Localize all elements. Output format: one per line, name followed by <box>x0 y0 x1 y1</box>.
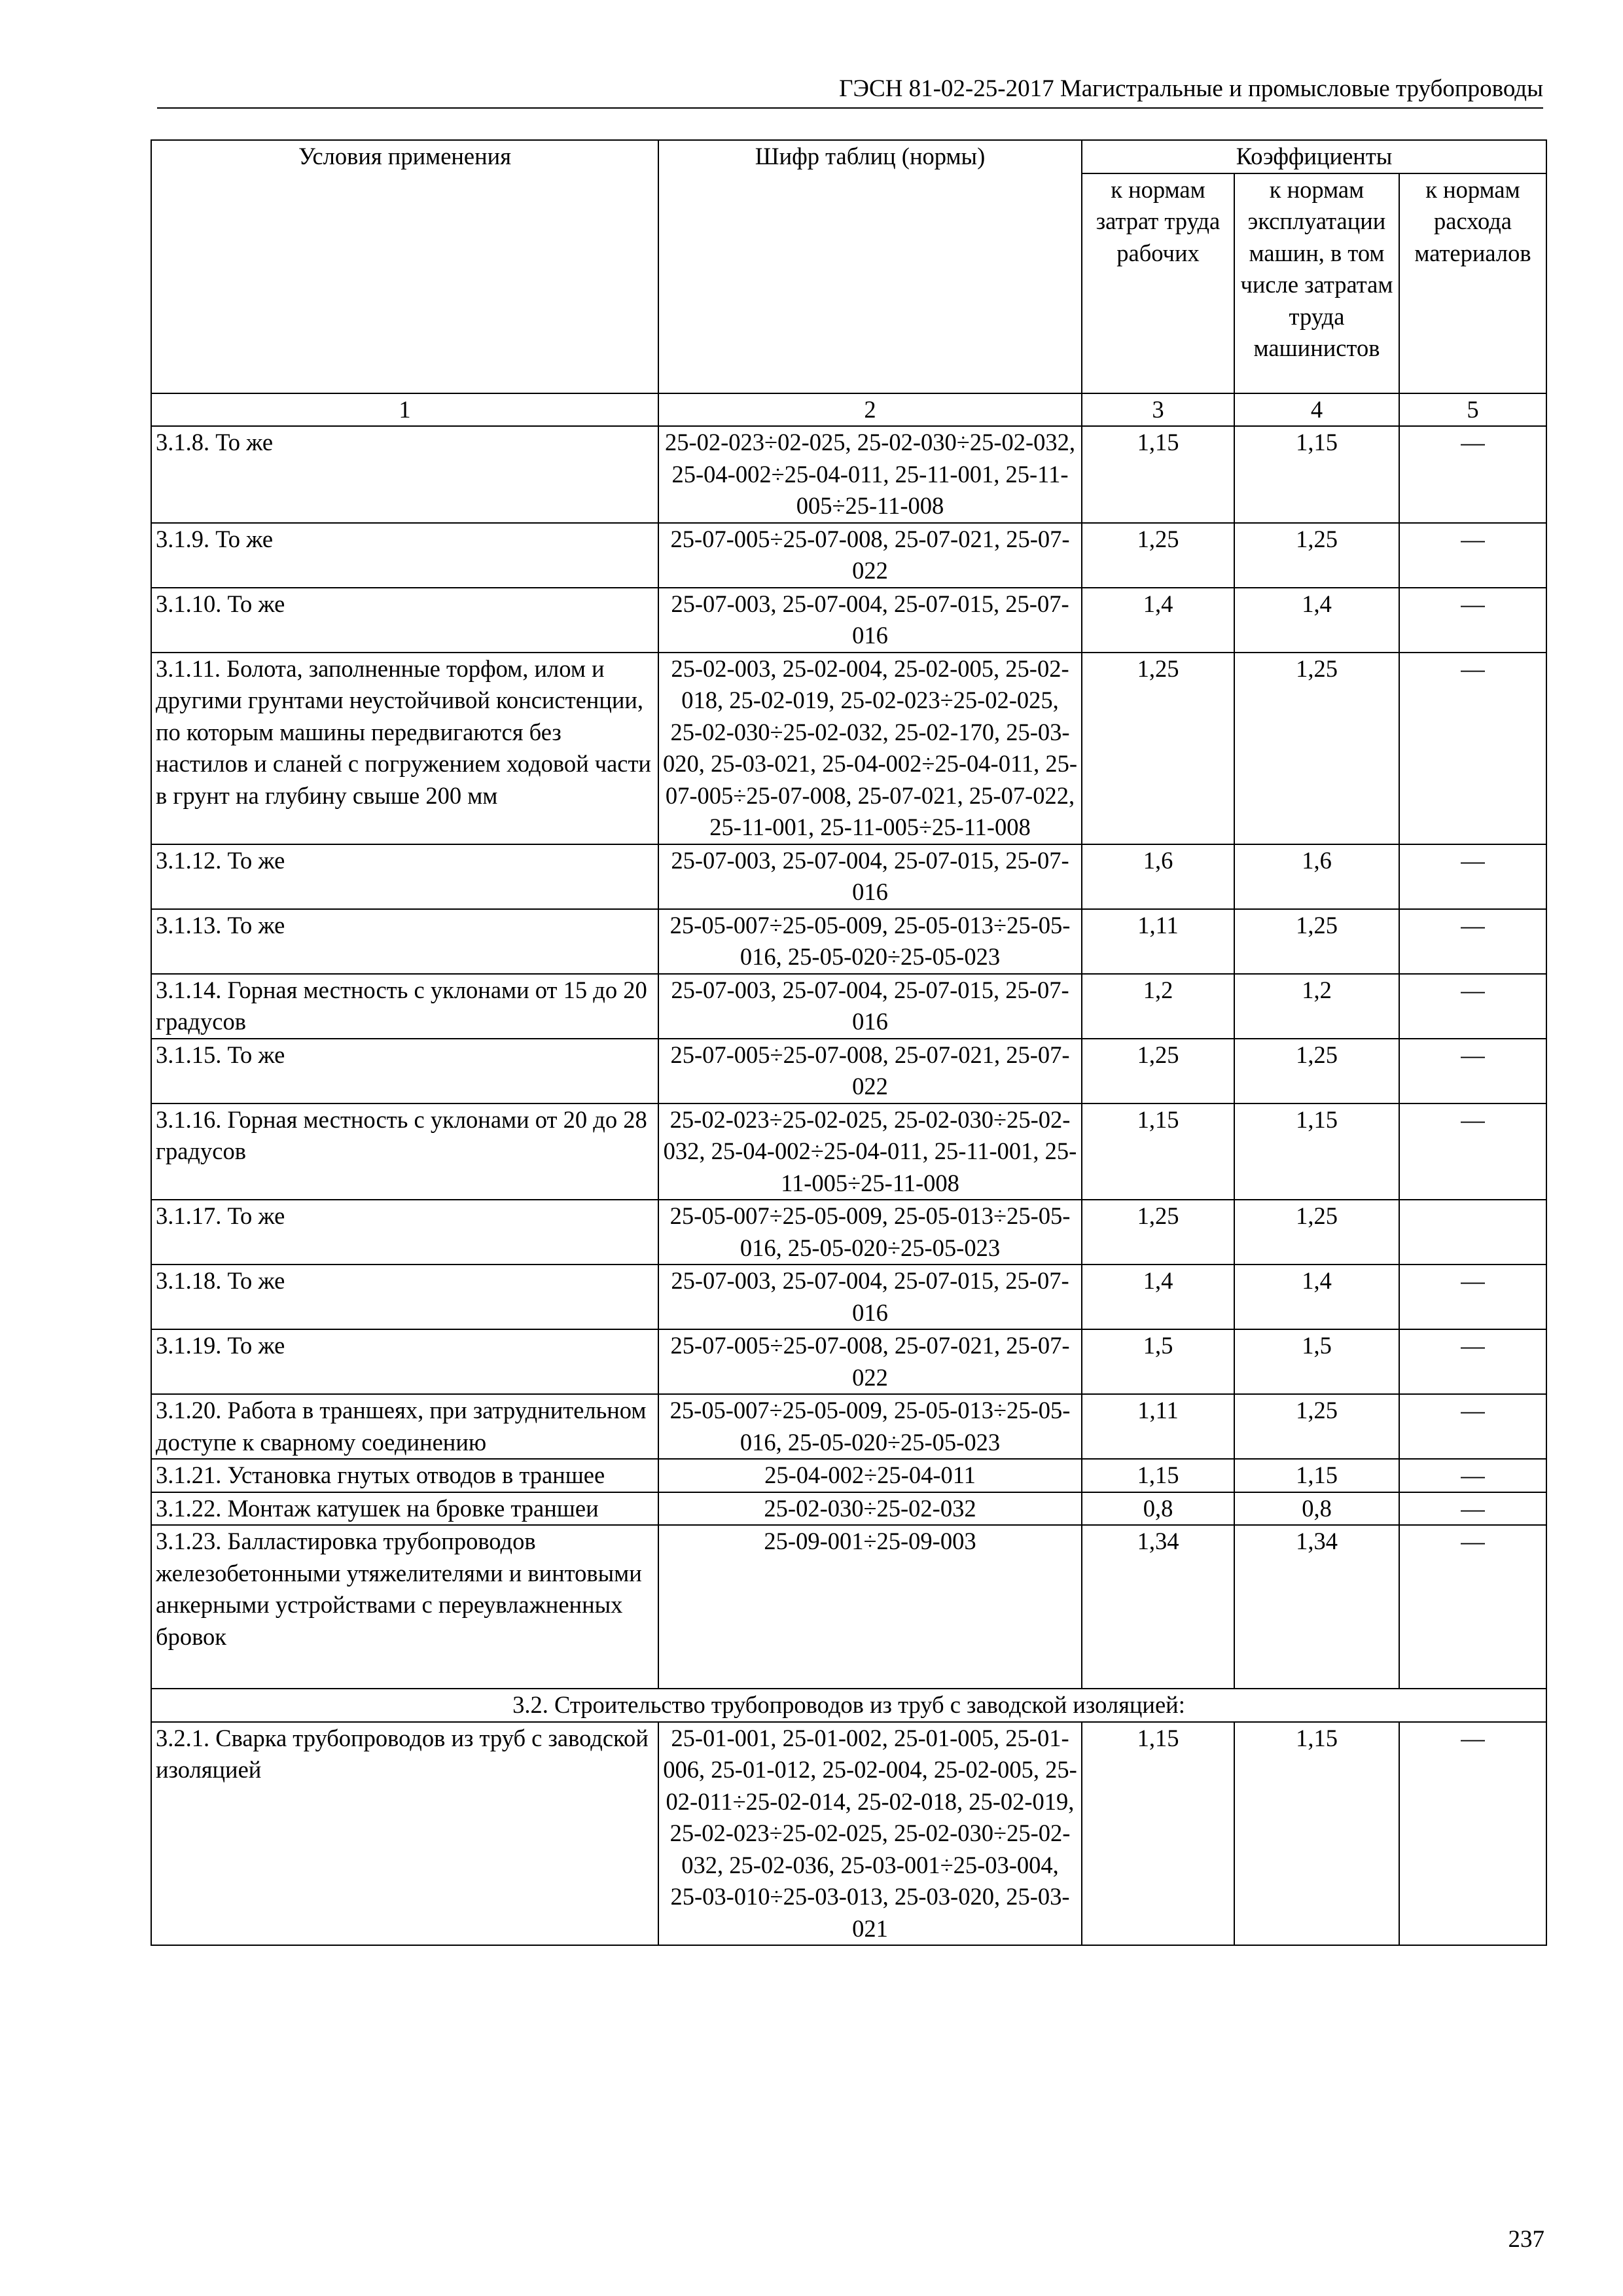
machines-coefficient-cell: 1,34 <box>1234 1525 1399 1689</box>
header-materials: к нормам расхода материалов <box>1399 173 1546 393</box>
cipher-cell: 25-01-001, 25-01-002, 25-01-005, 25-01-006, 25-01-012, 25-02-004, 25-02-005, 25-02-011÷25-02-014, 25-02-018, 25-02-019, 25-02-023÷25-02-025, 25-02-030÷25-02-032, 25-02-036, 25-03-001÷25-03-004, 25-03-010÷25-03-013, 25-03-020, 25-03-021 <box>658 1722 1082 1946</box>
condition-cell: 3.1.23. Балластировка трубопроводов железобетонными утяжелителями и винтовыми анкерными устройствами с переувлажненных бровок <box>151 1525 658 1689</box>
header-row-1 <box>151 140 1546 173</box>
machines-coefficient-cell: 1,4 <box>1234 588 1399 653</box>
cipher-cell: 25-04-002÷25-04-011 <box>658 1459 1082 1492</box>
labor-coefficient-cell: 1,25 <box>1082 523 1234 588</box>
header-labor: к нормам затрат труда рабочих <box>1082 173 1234 393</box>
cipher-cell: 25-05-007÷25-05-009, 25-05-013÷25-05-016, 25-05-020÷25-05-023 <box>658 909 1082 974</box>
materials-coefficient-cell: — <box>1399 1394 1546 1459</box>
machines-coefficient-cell: 1,6 <box>1234 844 1399 909</box>
page-number: 237 <box>1508 2226 1544 2253</box>
machines-coefficient-cell: 1,25 <box>1234 1039 1399 1103</box>
labor-coefficient-cell: 1,4 <box>1082 1265 1234 1329</box>
labor-coefficient-cell: 1,25 <box>1082 1200 1234 1265</box>
condition-cell: 3.1.21. Установка гнутых отводов в траншее <box>151 1459 658 1492</box>
materials-coefficient-cell: — <box>1399 1103 1546 1200</box>
table-row <box>151 588 1546 653</box>
column-number: 2 <box>658 393 1082 427</box>
materials-coefficient-cell: — <box>1399 426 1546 523</box>
header-cipher: Шифр таблиц (нормы) <box>658 140 1082 393</box>
cipher-cell: 25-07-003, 25-07-004, 25-07-015, 25-07-016 <box>658 844 1082 909</box>
labor-coefficient-cell: 1,15 <box>1082 426 1234 523</box>
labor-coefficient-cell: 1,15 <box>1082 1459 1234 1492</box>
condition-cell: 3.1.11. Болота, заполненные торфом, илом и другими грунтами неустойчивой консистенции, по которым машины передвигаются без настилов и сланей с погружением ходовой части в грунт на глубину свыше 200 мм <box>151 653 658 844</box>
table-row <box>151 909 1546 974</box>
machines-coefficient-cell: 1,25 <box>1234 653 1399 844</box>
labor-coefficient-cell: 1,15 <box>1082 1722 1234 1946</box>
table-row <box>151 974 1546 1039</box>
column-number: 3 <box>1082 393 1234 427</box>
condition-cell: 3.1.14. Горная местность с уклонами от 15 до 20 градусов <box>151 974 658 1039</box>
condition-cell: 3.1.16. Горная местность с уклонами от 20 до 28 градусов <box>151 1103 658 1200</box>
condition-cell: 3.1.22. Монтаж катушек на бровке траншеи <box>151 1492 658 1526</box>
machines-coefficient-cell: 1,15 <box>1234 1722 1399 1946</box>
table-row <box>151 1492 1546 1526</box>
table-row <box>151 1039 1546 1103</box>
cipher-cell: 25-02-023÷25-02-025, 25-02-030÷25-02-032, 25-04-002÷25-04-011, 25-11-001, 25-11-005÷25-11-008 <box>658 1103 1082 1200</box>
table-row <box>151 653 1546 844</box>
cipher-cell: 25-02-030÷25-02-032 <box>658 1492 1082 1526</box>
cipher-cell: 25-07-003, 25-07-004, 25-07-015, 25-07-016 <box>658 588 1082 653</box>
labor-coefficient-cell: 1,15 <box>1082 1103 1234 1200</box>
materials-coefficient-cell: — <box>1399 1492 1546 1526</box>
table-body <box>151 426 1546 1945</box>
coefficients-table <box>151 139 1547 1946</box>
materials-coefficient-cell: — <box>1399 1525 1546 1689</box>
condition-cell: 3.1.19. То же <box>151 1329 658 1394</box>
cipher-cell: 25-02-023÷02-025, 25-02-030÷25-02-032, 25-04-002÷25-04-011, 25-11-001, 25-11-005÷25-11-008 <box>658 426 1082 523</box>
materials-coefficient-cell: — <box>1399 909 1546 974</box>
condition-cell: 3.1.20. Работа в траншеях, при затруднительном доступе к сварному соединению <box>151 1394 658 1459</box>
column-number-row <box>151 393 1546 427</box>
header-coefficients: Коэффициенты <box>1082 140 1546 173</box>
machines-coefficient-cell: 1,25 <box>1234 909 1399 974</box>
machines-coefficient-cell: 1,25 <box>1234 1200 1399 1265</box>
condition-cell: 3.1.13. То же <box>151 909 658 974</box>
machines-coefficient-cell: 1,4 <box>1234 1265 1399 1329</box>
labor-coefficient-cell: 0,8 <box>1082 1492 1234 1526</box>
condition-cell: 3.1.10. То же <box>151 588 658 653</box>
cipher-cell: 25-09-001÷25-09-003 <box>658 1525 1082 1689</box>
condition-cell: 3.1.15. То же <box>151 1039 658 1103</box>
machines-coefficient-cell: 1,15 <box>1234 1459 1399 1492</box>
labor-coefficient-cell: 1,25 <box>1082 1039 1234 1103</box>
machines-coefficient-cell: 1,2 <box>1234 974 1399 1039</box>
condition-cell: 3.1.18. То же <box>151 1265 658 1329</box>
table-row <box>151 1103 1546 1200</box>
condition-cell: 3.1.9. То же <box>151 523 658 588</box>
cipher-cell: 25-05-007÷25-05-009, 25-05-013÷25-05-016, 25-05-020÷25-05-023 <box>658 1394 1082 1459</box>
materials-coefficient-cell: — <box>1399 844 1546 909</box>
materials-coefficient-cell: — <box>1399 1329 1546 1394</box>
machines-coefficient-cell: 1,15 <box>1234 1103 1399 1200</box>
section-row <box>151 1689 1546 1722</box>
materials-coefficient-cell <box>1399 1200 1546 1265</box>
machines-coefficient-cell: 0,8 <box>1234 1492 1399 1526</box>
table-row <box>151 523 1546 588</box>
labor-coefficient-cell: 1,11 <box>1082 1394 1234 1459</box>
header-machines: к нормам эксплуатации машин, в том числе затратам труда машинистов <box>1234 173 1399 393</box>
labor-coefficient-cell: 1,11 <box>1082 909 1234 974</box>
table-row <box>151 1722 1546 1946</box>
labor-coefficient-cell: 1,6 <box>1082 844 1234 909</box>
materials-coefficient-cell: — <box>1399 1039 1546 1103</box>
table-row <box>151 1394 1546 1459</box>
table-row <box>151 426 1546 523</box>
materials-coefficient-cell: — <box>1399 653 1546 844</box>
materials-coefficient-cell: — <box>1399 1722 1546 1946</box>
materials-coefficient-cell: — <box>1399 588 1546 653</box>
labor-coefficient-cell: 1,25 <box>1082 653 1234 844</box>
labor-coefficient-cell: 1,5 <box>1082 1329 1234 1394</box>
table-row <box>151 1265 1546 1329</box>
materials-coefficient-cell: — <box>1399 974 1546 1039</box>
table-row <box>151 1200 1546 1265</box>
column-number: 5 <box>1399 393 1546 427</box>
cipher-cell: 25-07-003, 25-07-004, 25-07-015, 25-07-016 <box>658 1265 1082 1329</box>
cipher-cell: 25-07-005÷25-07-008, 25-07-021, 25-07-022 <box>658 1039 1082 1103</box>
table-row <box>151 1459 1546 1492</box>
table-row <box>151 844 1546 909</box>
materials-coefficient-cell: — <box>1399 1265 1546 1329</box>
machines-coefficient-cell: 1,25 <box>1234 1394 1399 1459</box>
header-conditions: Условия применения <box>151 140 658 393</box>
machines-coefficient-cell: 1,5 <box>1234 1329 1399 1394</box>
cipher-cell: 25-02-003, 25-02-004, 25-02-005, 25-02-018, 25-02-019, 25-02-023÷25-02-025, 25-02-030÷25-02-032, 25-02-170, 25-03-020, 25-03-021, 25-04-002÷25-04-011, 25-07-005÷25-07-008, 25-07-021, 25-07-022, 25-11-001, 25-11-005÷25-11-008 <box>658 653 1082 844</box>
table-row <box>151 1329 1546 1394</box>
condition-cell: 3.1.8. То же <box>151 426 658 523</box>
materials-coefficient-cell: — <box>1399 523 1546 588</box>
machines-coefficient-cell: 1,25 <box>1234 523 1399 588</box>
running-header: ГЭСН 81-02-25-2017 Магистральные и промысловые трубопроводы <box>157 73 1543 109</box>
cipher-cell: 25-05-007÷25-05-009, 25-05-013÷25-05-016, 25-05-020÷25-05-023 <box>658 1200 1082 1265</box>
cipher-cell: 25-07-005÷25-07-008, 25-07-021, 25-07-022 <box>658 523 1082 588</box>
condition-cell: 3.2.1. Сварка трубопроводов из труб с заводской изоляцией <box>151 1722 658 1946</box>
column-number: 1 <box>151 393 658 427</box>
cipher-cell: 25-07-003, 25-07-004, 25-07-015, 25-07-016 <box>658 974 1082 1039</box>
column-number: 4 <box>1234 393 1399 427</box>
labor-coefficient-cell: 1,2 <box>1082 974 1234 1039</box>
labor-coefficient-cell: 1,34 <box>1082 1525 1234 1689</box>
condition-cell: 3.1.12. То же <box>151 844 658 909</box>
table-row <box>151 1525 1546 1689</box>
labor-coefficient-cell: 1,4 <box>1082 588 1234 653</box>
materials-coefficient-cell: — <box>1399 1459 1546 1492</box>
cipher-cell: 25-07-005÷25-07-008, 25-07-021, 25-07-022 <box>658 1329 1082 1394</box>
condition-cell: 3.1.17. То же <box>151 1200 658 1265</box>
section-title: 3.2. Строительство трубопроводов из труб с заводской изоляцией: <box>151 1689 1546 1722</box>
machines-coefficient-cell: 1,15 <box>1234 426 1399 523</box>
